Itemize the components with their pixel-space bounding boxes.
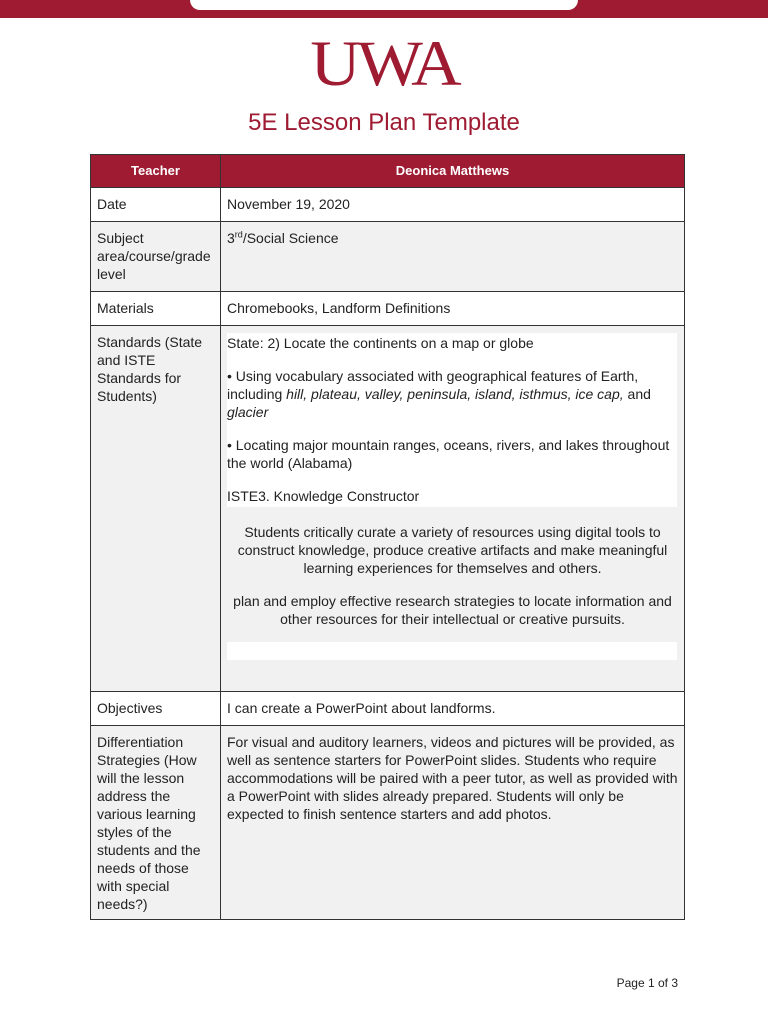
page-number: Page 1 of 3 <box>616 976 678 990</box>
subject-value <box>221 222 685 292</box>
subject-grade: 3 <box>227 230 235 246</box>
objectives-label: Objectives <box>91 692 221 726</box>
lesson-plan-table <box>90 154 685 920</box>
header-teacher-name: Deonica Matthews <box>221 155 685 188</box>
table-row-standards <box>91 326 685 692</box>
subject-name: /Social Science <box>242 230 339 246</box>
date-label: Date <box>91 188 221 222</box>
materials-label: Materials <box>91 292 221 326</box>
document-title: 5E Lesson Plan Template <box>248 109 520 136</box>
standards-iste-plan: plan and employ effective research strategies to locate information and other resources for their intellectual or creative pursuits. <box>233 593 672 627</box>
standards-iste: ISTE3. Knowledge Constructor <box>227 488 420 504</box>
top-banner-notch <box>190 0 578 10</box>
differentiation-value: For visual and auditory learners, videos and pictures will be provided, as well as sentence starters for PowerPoint slides. Students who require accommodations will be paired with a peer tutor, as well as provided with a PowerPoint with slides already prepared. Students will only be expected to finish sentence starters and add photos. <box>221 726 685 920</box>
standards-bullet-vocabulary: • Using vocabulary associated with geographical features of Earth, including hill, plateau, valley, peninsula, island, isthmus, ice cap, and glacier <box>227 368 651 420</box>
table-row-differentiation <box>91 726 685 920</box>
standards-blank-line <box>227 642 677 660</box>
date-value: November 19, 2020 <box>221 188 685 222</box>
subject-label: Subject area/course/grade level <box>91 222 221 292</box>
table-row-objectives <box>91 692 685 726</box>
standards-iste-description: Students critically curate a variety of resources using digital tools to construct knowledge, produce creative artifacts and make meaningful learning experiences for themselves and others. <box>237 524 668 576</box>
table-row-materials <box>91 292 685 326</box>
standards-state: State: 2) Locate the continents on a map or globe <box>227 335 534 351</box>
standards-value <box>221 326 685 692</box>
table-row-subject <box>91 222 685 292</box>
standards-iste-block <box>227 507 678 628</box>
table-header-row <box>91 155 685 188</box>
header-teacher-label: Teacher <box>91 155 221 188</box>
subject-grade-suffix: rd <box>234 229 243 240</box>
objectives-value: I can create a PowerPoint about landforms. <box>221 692 685 726</box>
uwa-logo: UWA <box>310 29 458 100</box>
standards-state-block <box>227 333 677 507</box>
materials-value: Chromebooks, Landform Definitions <box>221 292 685 326</box>
table-row-date <box>91 188 685 222</box>
differentiation-label: Differentiation Strategies (How will the lesson address the various learning styles of the students and the needs of those with special needs?) <box>91 726 221 920</box>
standards-bullet-geography: • Locating major mountain ranges, oceans, rivers, and lakes throughout the world (Alabama) <box>227 437 670 471</box>
standards-label: Standards (State and ISTE Standards for Students) <box>91 326 221 692</box>
